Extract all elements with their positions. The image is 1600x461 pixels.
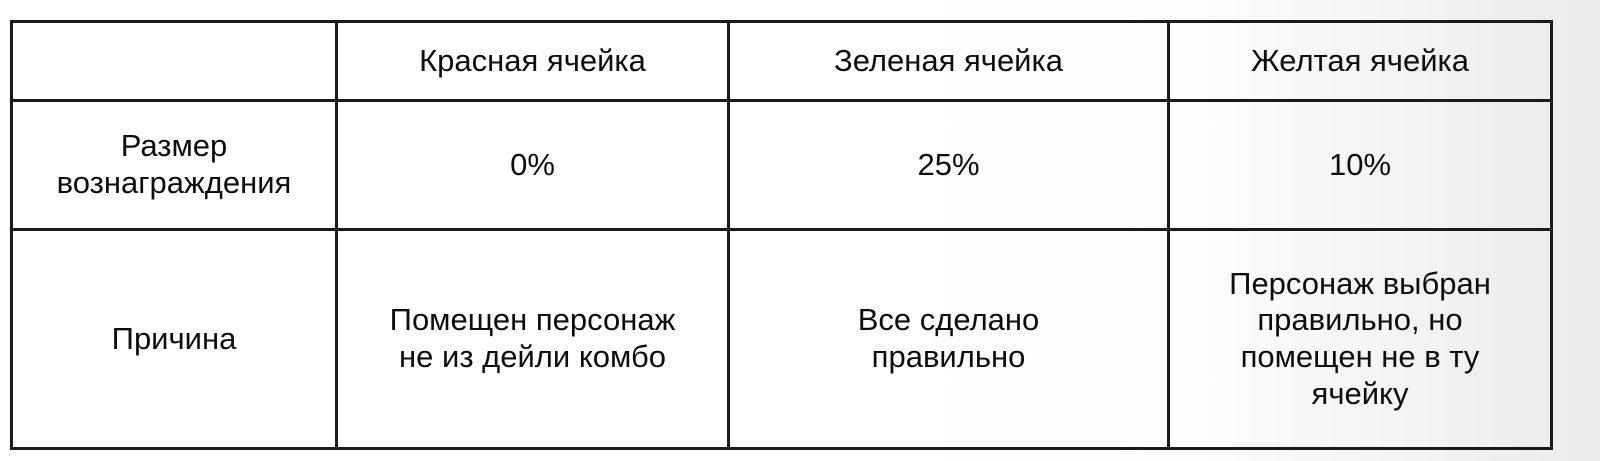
reward-table [10, 20, 1553, 450]
column-header-green: Зеленая ячейка [729, 22, 1169, 101]
row-label-reason: Причина [12, 230, 337, 449]
cell-reason-yellow [1169, 230, 1552, 449]
cell-reason-yellow-line-1: Персонаж выбран [1229, 265, 1491, 301]
row-label-reward-size [12, 101, 337, 230]
cell-reason-yellow-line-4: ячейку [1311, 375, 1409, 411]
column-header-yellow: Желтая ячейка [1169, 22, 1552, 101]
table-header-row [12, 22, 1552, 101]
reward-table-container [10, 20, 1550, 450]
table-row [12, 230, 1552, 449]
cell-reason-red-line-2: не из дейли комбо [399, 339, 666, 374]
cell-reward-size-red: 0% [337, 101, 729, 230]
cell-reason-green [729, 230, 1169, 449]
cell-reason-green-line-1: Все сделано [857, 302, 1040, 338]
row-label-line-2: вознаграждения [56, 165, 292, 200]
cell-reason-red-line-1: Помещен персонаж [389, 302, 676, 338]
table-row [12, 101, 1552, 230]
table-corner-cell [12, 22, 337, 101]
cell-reason-green-line-2: правильно [871, 339, 1026, 374]
cell-reason-yellow-line-3: помещен не в ту [1240, 339, 1480, 374]
cell-reason-yellow-line-2: правильно, но [1257, 302, 1463, 338]
column-header-red: Красная ячейка [337, 22, 729, 101]
cell-reward-size-yellow: 10% [1169, 101, 1552, 230]
cell-reward-size-green: 25% [729, 101, 1169, 230]
row-label-line-1: Размер [120, 128, 228, 164]
cell-reason-red [337, 230, 729, 449]
